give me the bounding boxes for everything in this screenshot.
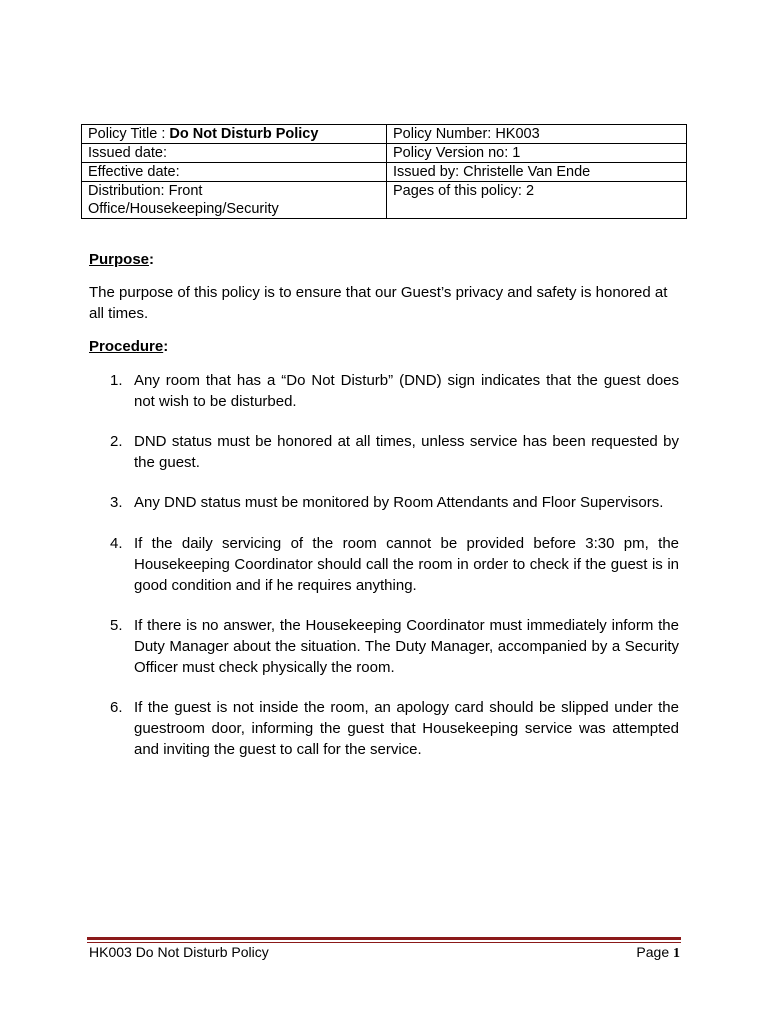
purpose-heading [89, 251, 154, 268]
purpose-heading-colon: : [149, 251, 155, 268]
step-text: DND status must be honored at all times, unless service has been requested by the guest. [134, 433, 679, 471]
table-row [82, 144, 687, 163]
step-text: If there is no answer, the Housekeeping Coordinator must immediately inform the Duty Manager about the situation. The Duty Manager, accompanied by a Security Officer must check physically the room. [134, 617, 679, 676]
issued-date-cell: Issued date: [82, 144, 387, 163]
distribution-line-1: Distribution: Front [88, 183, 203, 199]
policy-title-label: Policy Title : [88, 126, 170, 142]
step-text: Any room that has a “Do Not Disturb” (DND) sign indicates that the guest does not wish to be disturbed. [134, 372, 679, 410]
footer-page-number: 1 [673, 946, 680, 961]
policy-version-cell: Policy Version no: 1 [387, 144, 687, 163]
list-item [89, 533, 679, 596]
procedure-heading-colon: : [163, 338, 169, 355]
list-item [89, 697, 679, 760]
step-text: Any DND status must be monitored by Room Attendants and Floor Supervisors. [134, 494, 664, 511]
procedure-heading [89, 338, 168, 355]
procedure-heading-text: Procedure [89, 338, 164, 355]
step-number: 6. [110, 699, 123, 716]
footer-page-indicator [636, 944, 680, 962]
table-row [82, 182, 687, 219]
issued-by-cell: Issued by: Christelle Van Ende [387, 163, 687, 182]
purpose-paragraph: The purpose of this policy is to ensure that our Guest’s privacy and safety is honored at all times. [89, 284, 668, 322]
step-text: If the daily servicing of the room cannot be provided before 3:30 pm, the Housekeeping Coordinator should call the room in order to check if the guest is in good condition and if he requires anything. [134, 535, 679, 594]
list-item [89, 431, 679, 473]
footer-page-label: Page [636, 944, 673, 960]
step-number: 5. [110, 617, 123, 634]
procedure-steps-list [89, 370, 679, 760]
table-row [82, 125, 687, 144]
footer-divider [87, 937, 681, 943]
pages-cell: Pages of this policy: 2 [387, 182, 687, 219]
footer-document-name: HK003 Do Not Disturb Policy [89, 944, 269, 960]
distribution-cell [82, 182, 387, 219]
step-number: 1. [110, 372, 123, 389]
policy-title-value: Do Not Disturb Policy [169, 126, 319, 142]
policy-number-cell: Policy Number: HK003 [387, 125, 687, 144]
step-number: 2. [110, 433, 123, 450]
distribution-line-2: Office/Housekeeping/Security [88, 201, 279, 217]
list-item [89, 615, 679, 678]
purpose-heading-text: Purpose [89, 251, 150, 268]
policy-header-table [81, 124, 687, 219]
effective-date-cell: Effective date: [82, 163, 387, 182]
table-row [82, 163, 687, 182]
step-number: 4. [110, 535, 123, 552]
step-text: If the guest is not inside the room, an apology card should be slipped under the guestroom door, informing the guest that Housekeeping service was attempted and inviting the guest to call for the service. [134, 699, 679, 758]
footer-rule-thin [87, 942, 681, 943]
policy-title-cell [82, 125, 387, 144]
list-item [89, 370, 679, 412]
list-item [89, 492, 679, 513]
step-number: 3. [110, 494, 123, 511]
